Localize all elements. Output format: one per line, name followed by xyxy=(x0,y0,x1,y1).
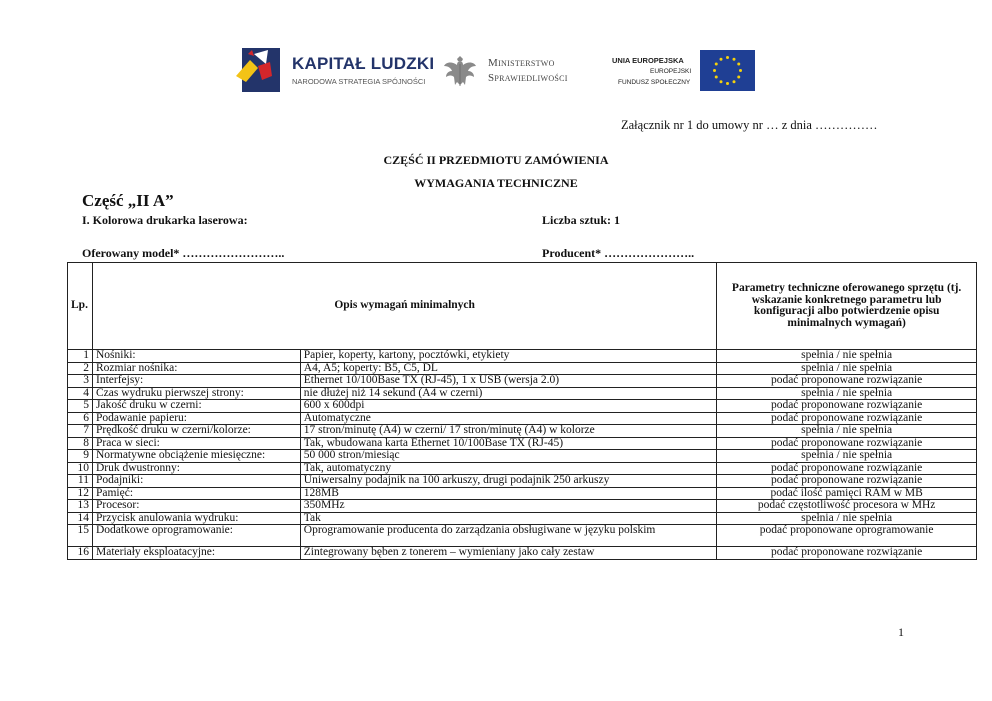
row-requirement-name: Nośniki: xyxy=(92,350,300,363)
row-parameter: spełnia / nie spełnia xyxy=(717,512,977,525)
offered-model-field: Oferowany model* …………………….. xyxy=(82,246,285,260)
eu-star-icon xyxy=(715,76,718,79)
row-number: 12 xyxy=(68,487,93,500)
eu-label: UNIA EUROPEJSKA xyxy=(612,56,684,65)
row-parameter: podać proponowane rozwiązanie xyxy=(717,462,977,475)
eu-star-icon xyxy=(737,76,740,79)
eu-fund-label-1: EUROPEJSKI xyxy=(650,68,692,75)
row-parameter: spełnia / nie spełnia xyxy=(717,450,977,463)
eu-star-icon xyxy=(715,63,718,66)
eu-star-icon xyxy=(720,80,723,83)
row-number: 9 xyxy=(68,450,93,463)
row-parameter: podać proponowane rozwiązanie xyxy=(717,547,977,560)
row-requirement-value: 128MB xyxy=(300,487,716,500)
table-row xyxy=(68,525,977,547)
row-requirement-name: Materiały eksploatacyjne: xyxy=(92,547,300,560)
row-requirement-name: Prędkość druku w czerni/kolorze: xyxy=(92,425,300,438)
row-requirement-name: Druk dwustronny: xyxy=(92,462,300,475)
row-requirement-value: Zintegrowany bęben z tonerem – wymieniany jako cały zestaw xyxy=(300,547,716,560)
row-requirement-value: Automatyczne xyxy=(300,412,716,425)
eu-star-icon xyxy=(720,58,723,61)
table-row xyxy=(68,387,977,400)
row-parameter: podać proponowane rozwiązanie xyxy=(717,437,977,450)
row-parameter: podać proponowane rozwiązanie xyxy=(717,475,977,488)
table-row xyxy=(68,487,977,500)
requirements-table xyxy=(67,262,977,560)
row-requirement-name: Praca w sieci: xyxy=(92,437,300,450)
row-number: 10 xyxy=(68,462,93,475)
table-header-row xyxy=(68,263,977,350)
row-number: 1 xyxy=(68,350,93,363)
table-row xyxy=(68,400,977,413)
row-parameter: spełnia / nie spełnia xyxy=(717,387,977,400)
quantity-label: Liczba sztuk: 1 xyxy=(542,213,620,227)
producer-field: Producent* ………………….. xyxy=(542,246,695,260)
row-number: 11 xyxy=(68,475,93,488)
annex-reference: Załącznik nr 1 do umowy nr … z dnia …………… xyxy=(621,118,878,132)
row-number: 14 xyxy=(68,512,93,525)
row-requirement-name: Interfejsy: xyxy=(92,375,300,388)
row-requirement-value: Papier, koperty, kartony, pocztówki, etykiety xyxy=(300,350,716,363)
table-row xyxy=(68,350,977,363)
row-requirement-value: Tak, wbudowana karta Ethernet 10/100Base TX (RJ-45) xyxy=(300,437,716,450)
row-requirement-value: 50 000 stron/miesiąc xyxy=(300,450,716,463)
table-row xyxy=(68,362,977,375)
ministry-name-line1: Ministerstwo xyxy=(488,57,555,69)
eagle-emblem-icon xyxy=(442,52,478,92)
table-row xyxy=(68,475,977,488)
row-number: 3 xyxy=(68,375,93,388)
row-parameter: podać proponowane rozwiązanie xyxy=(717,412,977,425)
row-number: 7 xyxy=(68,425,93,438)
row-requirement-name: Podawanie papieru: xyxy=(92,412,300,425)
ministry-name-line2: Sprawiedliwości xyxy=(488,72,568,84)
table-row xyxy=(68,500,977,513)
table-row xyxy=(68,547,977,560)
eu-star-icon xyxy=(733,58,736,61)
kapital-ludzki-logo xyxy=(236,46,286,94)
table-row xyxy=(68,437,977,450)
row-parameter: podać proponowane oprogramowanie xyxy=(717,525,977,547)
row-parameter: spełnia / nie spełnia xyxy=(717,350,977,363)
row-requirement-name: Procesor: xyxy=(92,500,300,513)
item-title: I. Kolorowa drukarka laserowa: xyxy=(82,213,248,227)
row-requirement-value: Tak xyxy=(300,512,716,525)
eu-fund-label-2: FUNDUSZ SPOŁECZNY xyxy=(618,79,691,86)
row-parameter: spełnia / nie spełnia xyxy=(717,362,977,375)
table-row xyxy=(68,375,977,388)
row-number: 6 xyxy=(68,412,93,425)
header-requirements: Opis wymagań minimalnych xyxy=(92,263,716,350)
table-row xyxy=(68,462,977,475)
row-requirement-value: Ethernet 10/100Base TX (RJ-45), 1 x USB (wersja 2.0) xyxy=(300,375,716,388)
row-requirement-name: Przycisk anulowania wydruku: xyxy=(92,512,300,525)
row-parameter: podać częstotliwość procesora w MHz xyxy=(717,500,977,513)
part-title: Część „II A” xyxy=(82,191,174,210)
row-requirement-value: 350MHz xyxy=(300,500,716,513)
row-number: 8 xyxy=(68,437,93,450)
row-requirement-name: Dodatkowe oprogramowanie: xyxy=(92,525,300,547)
sub-heading: WYMAGANIA TECHNICZNE xyxy=(414,176,578,190)
row-number: 5 xyxy=(68,400,93,413)
row-requirement-value: 600 x 600dpi xyxy=(300,400,716,413)
eu-star-icon xyxy=(739,69,742,72)
table-row xyxy=(68,412,977,425)
row-number: 16 xyxy=(68,547,93,560)
header-params: Parametry techniczne oferowanego sprzętu (tj. wskazanie konkretnego parametru lub konfiguracji albo potwierdzenie opisu minimalnych wymagań) xyxy=(717,263,977,350)
row-requirement-name: Rozmiar nośnika: xyxy=(92,362,300,375)
row-requirement-value: Uniwersalny podajnik na 100 arkuszy, drugi podajnik 250 arkuszy xyxy=(300,475,716,488)
page-number: 1 xyxy=(898,625,904,639)
row-requirement-name: Jakość druku w czerni: xyxy=(92,400,300,413)
row-parameter: podać proponowane rozwiązanie xyxy=(717,375,977,388)
table-body xyxy=(68,350,977,560)
row-requirement-name: Pamięć: xyxy=(92,487,300,500)
row-parameter: podać ilość pamięci RAM w MB xyxy=(717,487,977,500)
row-number: 13 xyxy=(68,500,93,513)
row-requirement-name: Czas wydruku pierwszej strony: xyxy=(92,387,300,400)
row-number: 2 xyxy=(68,362,93,375)
kapital-ludzki-title: KAPITAŁ LUDZKI xyxy=(292,54,435,73)
row-requirement-name: Normatywne obciążenie miesięczne: xyxy=(92,450,300,463)
eu-star-icon xyxy=(726,56,729,59)
table-row xyxy=(68,425,977,438)
row-number: 15 xyxy=(68,525,93,547)
row-requirement-value: Oprogramowanie producenta do zarządzania obsługiwane w języku polskim xyxy=(300,525,716,547)
eu-flag-icon xyxy=(700,50,755,91)
row-requirement-value: 17 stron/minutę (A4) w czerni/ 17 stron/minutę (A4) w kolorze xyxy=(300,425,716,438)
row-requirement-value: nie dłużej niż 14 sekund (A4 w czerni) xyxy=(300,387,716,400)
eu-star-icon xyxy=(733,80,736,83)
row-parameter: spełnia / nie spełnia xyxy=(717,425,977,438)
eu-star-icon xyxy=(713,69,716,72)
table-row xyxy=(68,450,977,463)
eu-star-icon xyxy=(737,63,740,66)
main-heading: CZĘŚĆ II PRZEDMIOTU ZAMÓWIENIA xyxy=(383,153,609,167)
row-number: 4 xyxy=(68,387,93,400)
eu-star-icon xyxy=(726,82,729,85)
row-parameter: podać proponowane rozwiązanie xyxy=(717,400,977,413)
row-requirement-name: Podajniki: xyxy=(92,475,300,488)
row-requirement-value: A4, A5; koperty: B5, C5, DL xyxy=(300,362,716,375)
row-requirement-value: Tak, automatyczny xyxy=(300,462,716,475)
header-lp: Lp. xyxy=(68,263,93,350)
table-row xyxy=(68,512,977,525)
kapital-ludzki-subtitle: NARODOWA STRATEGIA SPÓJNOŚCI xyxy=(292,77,426,86)
